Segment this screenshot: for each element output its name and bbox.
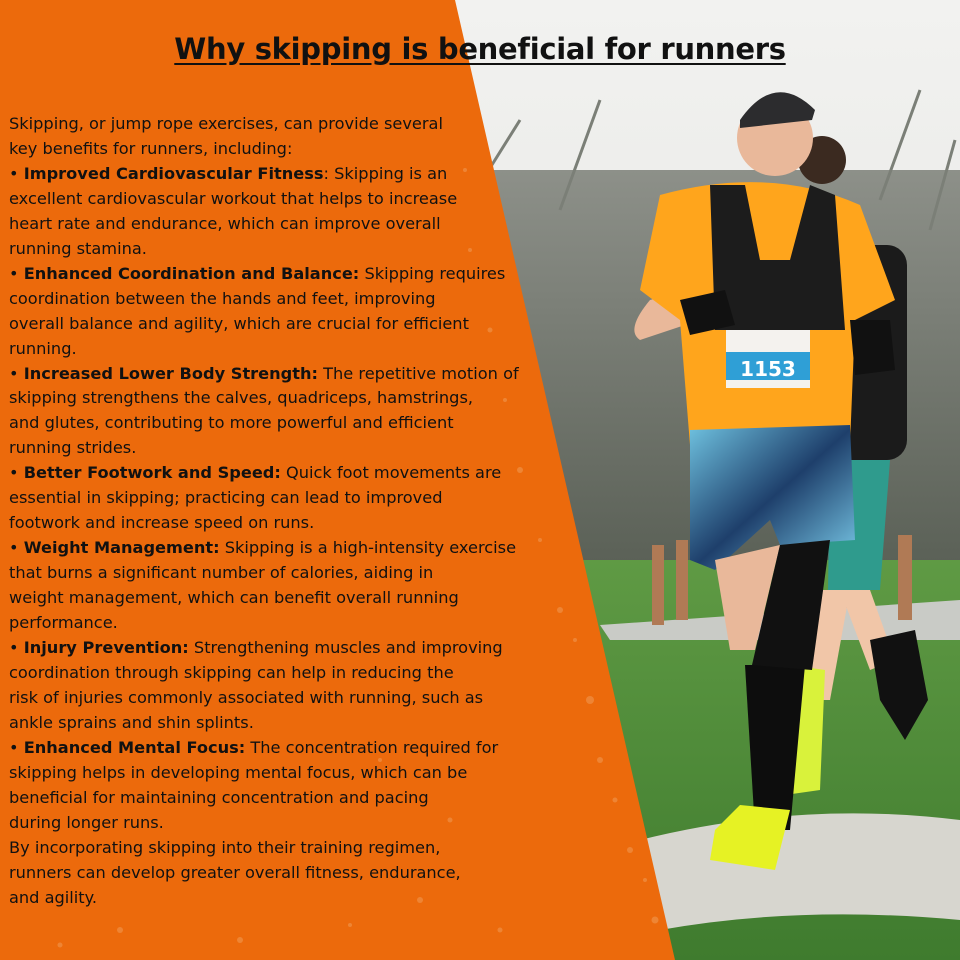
benefit-heading: Enhanced Mental Focus: <box>23 737 246 757</box>
benefit-coordination: • Enhanced Coordination and Balance: Skipping requires <box>9 263 506 283</box>
benefit-heading: Enhanced Coordination and Balance: <box>23 263 360 283</box>
benefit-heading: Improved Cardiovascular Fitness <box>23 163 324 183</box>
benefit-line: overall balance and agility, which are crucial for efficient <box>9 313 469 333</box>
benefit-heading: Increased Lower Body Strength: <box>23 363 318 383</box>
benefit-heading: Injury Prevention: <box>23 638 189 658</box>
benefit-line: coordination between the hands and feet, improving <box>9 288 436 308</box>
page-title: Why skipping is beneficial for runners <box>174 32 786 66</box>
benefit-heading: Better Footwork and Speed: <box>23 463 281 483</box>
benefit-line: performance. <box>9 613 118 633</box>
benefit-footwork: • Better Footwork and Speed: Quick foot movements are <box>9 463 502 483</box>
conclusion-line: By incorporating skipping into their training regimen, <box>9 837 441 857</box>
benefit-line: that burns a significant number of calories, aiding in <box>9 563 434 583</box>
benefit-mental: • Enhanced Mental Focus: The concentration required for <box>9 737 499 757</box>
benefit-line: risk of injuries commonly associated with running, such as <box>9 687 484 707</box>
intro-line: key benefits for runners, including: <box>9 138 293 158</box>
benefit-weight: • Weight Management: Skipping is a high-intensity exercise <box>9 538 517 558</box>
conclusion-line: runners can develop greater overall fitness, endurance, <box>9 862 461 882</box>
benefit-line: running strides. <box>9 438 137 458</box>
bib-number: 1153 <box>740 357 796 381</box>
article-body <box>9 112 524 911</box>
benefit-line: running. <box>9 338 77 358</box>
benefit-line: ankle sprains and shin splints. <box>9 712 254 732</box>
intro-line: Skipping, or jump rope exercises, can provide several <box>9 114 443 133</box>
benefit-line: footwork and increase speed on runs. <box>9 513 315 533</box>
benefit-line: skipping strengthens the calves, quadriceps, hamstrings, <box>9 388 474 408</box>
benefit-cardio: • Improved Cardiovascular Fitness: Skipping is an <box>9 163 448 183</box>
benefit-line: heart rate and endurance, which can improve overall <box>9 213 441 233</box>
benefit-line: skipping helps in developing mental focus, which can be <box>9 762 468 782</box>
benefit-heading: Weight Management: <box>23 538 220 558</box>
benefit-line: beneficial for maintaining concentration and pacing <box>9 787 429 807</box>
benefit-line: coordination through skipping can help in reducing the <box>9 662 454 682</box>
benefit-line: weight management, which can benefit overall running <box>9 588 459 608</box>
benefit-line: excellent cardiovascular workout that helps to increase <box>9 188 458 208</box>
benefit-line: essential in skipping; practicing can lead to improved <box>9 488 443 508</box>
benefit-line: running stamina. <box>9 238 147 258</box>
benefit-lower-body: • Increased Lower Body Strength: The repetitive motion of <box>9 363 519 383</box>
benefit-injury: • Injury Prevention: Strengthening muscles and improving <box>9 638 503 658</box>
benefit-line: during longer runs. <box>9 812 164 832</box>
benefit-line: and glutes, contributing to more powerful and efficient <box>9 413 454 433</box>
conclusion-line: and agility. <box>9 887 98 907</box>
